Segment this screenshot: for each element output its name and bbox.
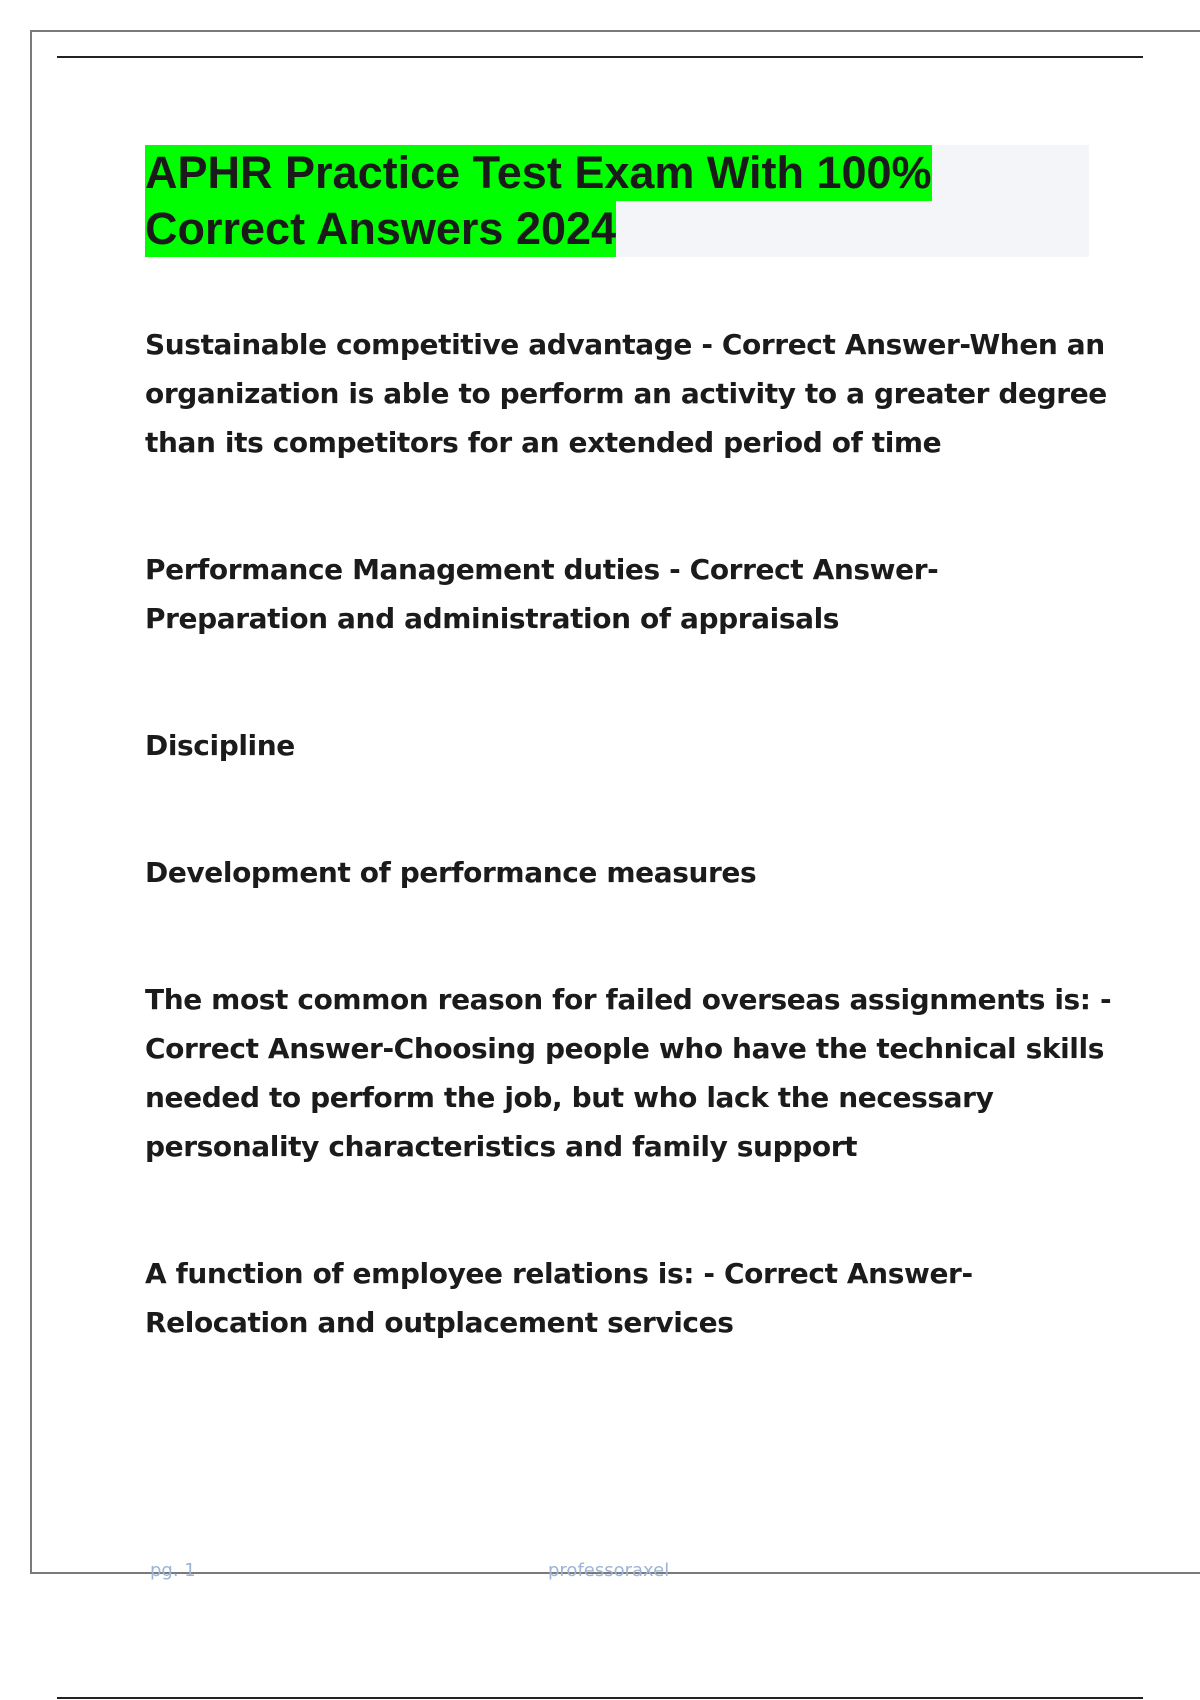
qa-entry (145, 848, 1105, 897)
entry-line: Performance Management duties - Correct Answer- (145, 553, 939, 586)
entry-line: Sustainable competitive advantage - Correct Answer-When an (145, 328, 1105, 361)
qa-entry (145, 975, 1112, 1171)
qa-entry (145, 1249, 1105, 1347)
qa-entry (145, 320, 1105, 467)
entry-line: The most common reason for failed overseas assignments is: - (145, 983, 1112, 1016)
entry-line: Discipline (145, 729, 295, 762)
footer-author: professoraxel (548, 1560, 670, 1581)
title-line-1: APHR Practice Test Exam With 100% (145, 145, 932, 201)
qa-entry (145, 721, 1105, 770)
entry-line: than its competitors for an extended period of time (145, 426, 942, 459)
entry-line: Preparation and administration of appraisals (145, 602, 840, 635)
title-line-2: Correct Answers 2024 (145, 201, 616, 257)
entry-line: Relocation and outplacement services (145, 1306, 734, 1339)
document-body (145, 320, 1112, 1425)
entry-line: Correct Answer-Choosing people who have the technical skills (145, 1032, 1104, 1065)
bottom-rule (57, 1697, 1143, 1699)
entry-line: needed to perform the job, but who lack the necessary (145, 1081, 994, 1114)
entry-line: organization is able to perform an activity to a greater degree (145, 377, 1107, 410)
qa-entry (145, 545, 1105, 643)
entry-line: Development of performance measures (145, 856, 757, 889)
top-rule (57, 56, 1143, 58)
entry-line: A function of employee relations is: - Correct Answer- (145, 1257, 973, 1290)
document-title (145, 145, 1089, 257)
entry-line: personality characteristics and family support (145, 1130, 858, 1163)
page-number: pg. 1 (150, 1560, 196, 1581)
